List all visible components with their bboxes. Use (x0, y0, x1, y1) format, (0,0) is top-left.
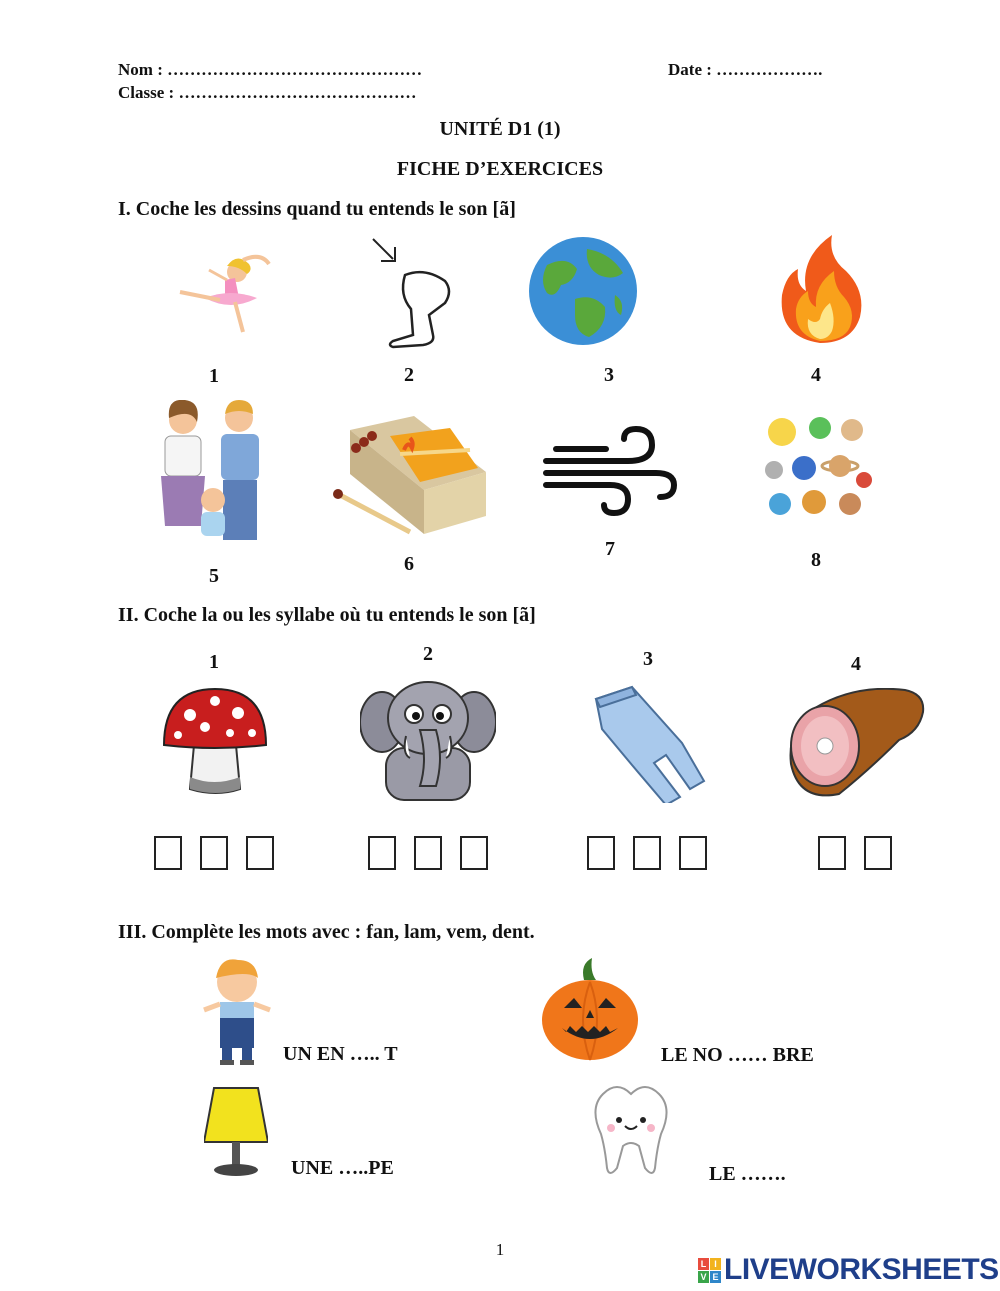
word-exercise: LE NO …… BRE (661, 1044, 814, 1066)
sheet-title: FICHE D’EXERCICES (396, 158, 604, 180)
ballerina-icon (165, 250, 275, 345)
item-number: 4 (851, 653, 861, 675)
matchbox-icon (330, 410, 488, 538)
unit-title: UNITÉ D1 (1) (439, 118, 561, 140)
page-number: 1 (495, 1240, 505, 1259)
word-exercise: UNE …..PE (291, 1157, 394, 1179)
word-exercise: LE ……. (709, 1163, 786, 1185)
item-number: 2 (404, 364, 414, 386)
badge-letter: V (698, 1271, 709, 1283)
ham-icon (785, 688, 927, 798)
planets-icon (760, 410, 872, 520)
earth-globe-icon (527, 235, 639, 347)
elephant-icon (360, 678, 496, 806)
section-2-heading: II. Coche la ou les syllabe où tu entends le son [ã] (118, 604, 536, 626)
wind-icon (542, 425, 678, 517)
leg-icon (365, 235, 460, 350)
jeans-icon (590, 685, 708, 803)
syllable-checkbox[interactable] (633, 836, 661, 870)
syllable-checkbox[interactable] (460, 836, 488, 870)
badge-letter: I (710, 1258, 721, 1270)
syllable-checkbox[interactable] (368, 836, 396, 870)
item-number: 1 (209, 651, 219, 673)
word-exercise: UN EN ….. T (283, 1043, 398, 1065)
child-icon (200, 958, 274, 1066)
section-1-heading: I. Coche les dessins quand tu entends le son [ã] (118, 198, 516, 220)
section-3-heading: III. Complète les mots avec : fan, lam, vem, dent. (118, 921, 535, 943)
class-field-label: Classe : …………………………………… (118, 83, 417, 102)
item-number: 3 (604, 364, 614, 386)
item-number: 2 (423, 643, 433, 665)
item-number: 7 (605, 538, 615, 560)
item-number: 4 (811, 364, 821, 386)
syllable-checkbox[interactable] (154, 836, 182, 870)
tooth-icon (593, 1084, 669, 1178)
family-icon (153, 400, 275, 550)
syllable-checkbox[interactable] (414, 836, 442, 870)
syllable-checkbox[interactable] (587, 836, 615, 870)
syllable-checkbox[interactable] (679, 836, 707, 870)
item-number: 6 (404, 553, 414, 575)
syllable-checkbox[interactable] (818, 836, 846, 870)
pumpkin-icon (540, 958, 640, 1062)
syllable-checkbox[interactable] (200, 836, 228, 870)
liveworksheets-logo[interactable]: LIVEWORKSHEETS (724, 1253, 999, 1286)
item-number: 1 (209, 365, 219, 387)
mushroom-icon (160, 685, 270, 797)
item-number: 5 (209, 565, 219, 587)
badge-letter: E (710, 1271, 721, 1283)
name-field-label: Nom : ……………………………………… (118, 60, 423, 79)
syllable-checkbox[interactable] (246, 836, 274, 870)
date-field-label: Date : ………………. (668, 60, 823, 79)
item-number: 8 (811, 549, 821, 571)
item-number: 3 (643, 648, 653, 670)
lamp-icon (204, 1086, 268, 1178)
badge-letter: L (698, 1258, 709, 1270)
syllable-checkbox[interactable] (864, 836, 892, 870)
flame-icon (775, 233, 865, 348)
liveworksheets-badge-icon (698, 1258, 722, 1284)
